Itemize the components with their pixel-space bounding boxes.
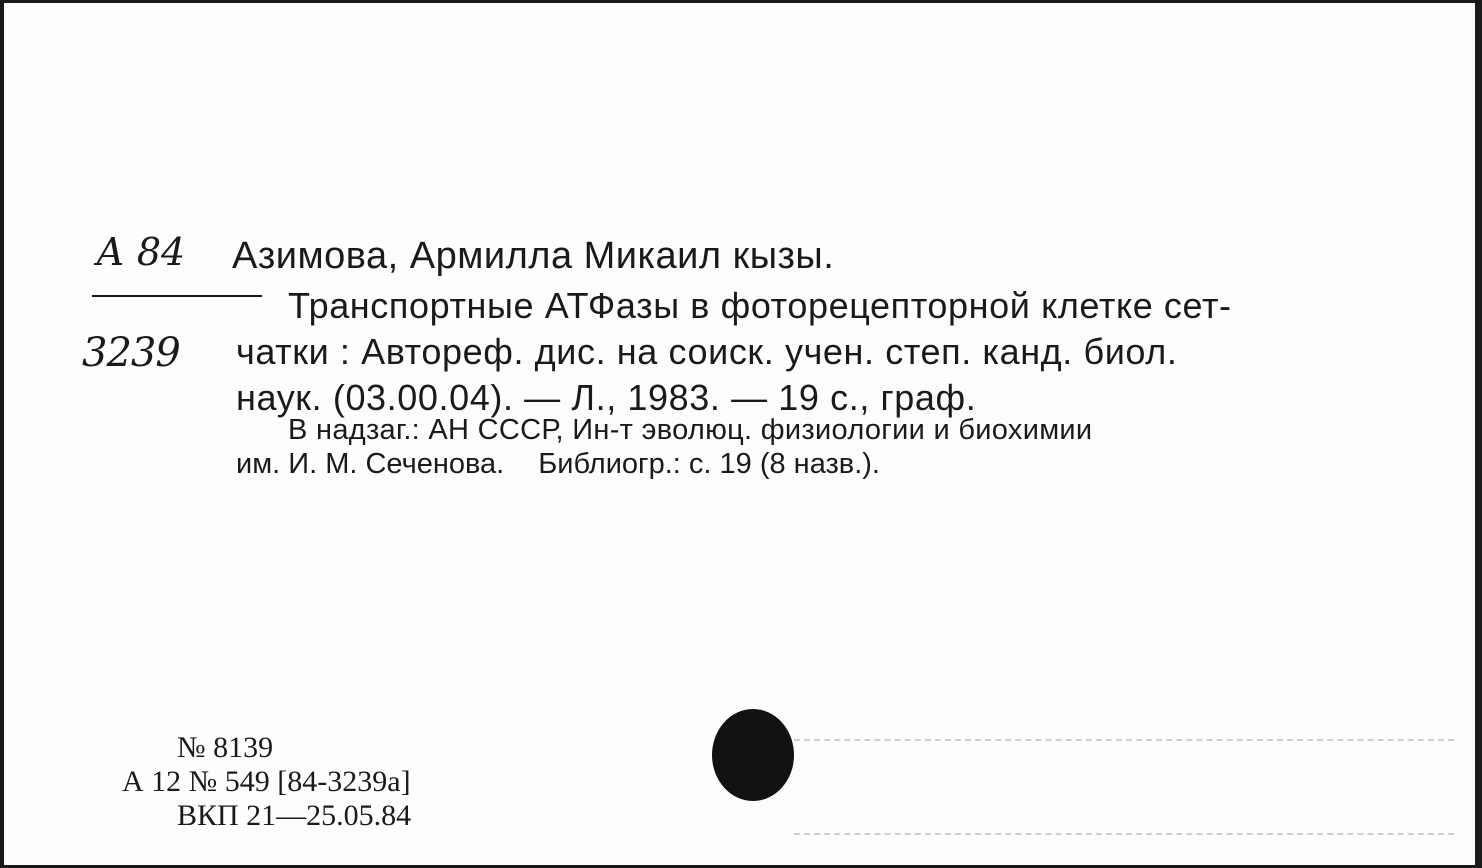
author-heading: Азимова, Армилла Микаил кызы. [232, 235, 835, 277]
bibliographic-description [236, 283, 1401, 421]
note-line-2-b: Библиогр.: с. 19 (8 назв.). [538, 448, 880, 480]
shelfmark-bottom: 3239 [82, 330, 180, 376]
note-block [236, 413, 1401, 481]
faint-dash-line-upper [794, 739, 1454, 741]
title-line-2: чатки : Автореф. дис. на соиск. учен. степ. канд. биол. [236, 331, 1178, 372]
note-line-2-a: им. И. М. Сеченова. [236, 448, 505, 480]
faint-dash-line-lower [794, 833, 1454, 835]
note-line-1: В надзаг.: АН СССР, Ин-т эволюц. физиологии и биохимии [288, 414, 1093, 446]
footer-vkp: ВКП 21—25.05.84 [177, 799, 412, 832]
note-line-2 [236, 447, 1401, 481]
card-footer [122, 731, 411, 833]
punch-hole [712, 709, 794, 801]
footer-registry: А 12 № 549 [84-3239а] [122, 765, 411, 798]
title-line-1: Транспортные АТФазы в фоторецепторной клетке сет- [288, 285, 1232, 326]
title-line-3: наук. (03.00.04). — Л., 1983. — 19 с., граф. [236, 377, 977, 418]
footer-number: № 8139 [177, 731, 274, 764]
shelfmark-top: А 84 [96, 230, 186, 274]
